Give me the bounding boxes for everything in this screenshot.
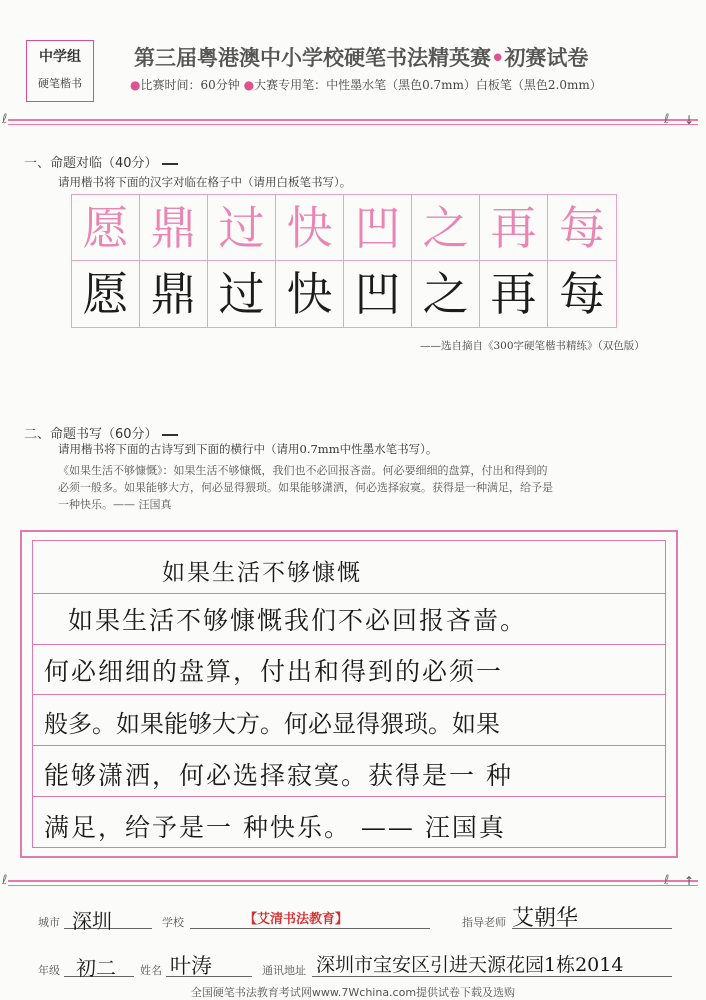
grade-field[interactable]: 初二 bbox=[76, 956, 116, 980]
model-char-cell bbox=[480, 195, 548, 261]
title-tail: 初赛试卷 bbox=[504, 46, 589, 70]
group-badge bbox=[26, 40, 94, 102]
grade-label: 年级 bbox=[38, 964, 60, 977]
divider-top bbox=[8, 119, 698, 125]
model-char: 凹 bbox=[354, 200, 401, 255]
written-char: 快 bbox=[286, 267, 333, 321]
group-name: 中学组 bbox=[39, 49, 81, 65]
written-char: 愿 bbox=[82, 267, 129, 321]
handwritten-line: 满足，给予是一 种快乐。 —— 汪国真 bbox=[44, 813, 506, 842]
school-field[interactable]: 【艾清书法教育】 bbox=[244, 912, 349, 927]
written-char: 再 bbox=[490, 267, 537, 321]
written-char-cell[interactable] bbox=[344, 261, 412, 327]
section2-instruction: 请用楷书将下面的古诗写到下面的横行中（请用0.7mm中性墨水笔书写）。 bbox=[58, 442, 438, 456]
writing-rule bbox=[32, 593, 666, 594]
written-char-cell[interactable] bbox=[548, 261, 616, 327]
scroll-ornament-icon: ℓ bbox=[664, 112, 670, 127]
title-main: 第三届粤港澳中小学校硬笔书法精英赛 bbox=[134, 46, 491, 70]
name-field[interactable]: 叶涛 bbox=[170, 954, 212, 978]
page-title bbox=[134, 42, 588, 72]
model-char: 之 bbox=[422, 200, 469, 255]
written-char: 鼎 bbox=[150, 267, 197, 321]
handwritten-title: 如果生活不够慷慨 bbox=[162, 560, 362, 586]
name-label: 姓名 bbox=[140, 964, 162, 977]
bullet-icon: ● bbox=[243, 78, 255, 92]
contest-info bbox=[130, 76, 602, 93]
address-field[interactable]: 深圳市宝安区引进天源花园1栋2014 bbox=[316, 954, 624, 976]
written-char-cell[interactable] bbox=[140, 261, 208, 327]
tracing-grid bbox=[71, 194, 617, 328]
model-char: 过 bbox=[218, 200, 265, 255]
bullet-icon: ● bbox=[130, 78, 141, 92]
written-char-cell[interactable] bbox=[276, 261, 344, 327]
model-char-cell bbox=[548, 195, 616, 261]
arrow-up-icon: ↑ bbox=[684, 874, 695, 888]
school-label: 学校 bbox=[162, 916, 184, 929]
group-sub: 硬笔楷书 bbox=[38, 77, 82, 90]
model-char: 快 bbox=[286, 200, 333, 255]
model-char-cell bbox=[344, 195, 412, 261]
handwritten-line: 能够潇洒，何必选择寂寞。获得是一 种 bbox=[44, 761, 513, 790]
poem-line: 必须一般多。如果能够大方，何必显得猥琐。如果能够潇洒，何必选择寂寞。获得是一种满足，给予是 bbox=[58, 481, 553, 494]
teacher-label: 指导老师 bbox=[462, 916, 506, 929]
written-char-cell[interactable] bbox=[208, 261, 276, 327]
school-underline bbox=[190, 928, 430, 929]
model-char-cell bbox=[140, 195, 208, 261]
pen-info: 大赛专用笔：中性墨水笔（黑色0.7mm）白板笔（黑色2.0mm） bbox=[254, 78, 602, 92]
time-info: 比赛时间：60分钟 bbox=[140, 78, 240, 92]
poem-line: 《如果生活不够慷慨》：如果生活不够慷慨，我们也不必回报吝啬。何必要细细的盘算，付出和得到的 bbox=[58, 464, 548, 477]
handwritten-line: 何必细细的盘算，付出和得到的必须一 bbox=[44, 657, 504, 686]
section1-instruction: 请用楷书将下面的汉字对临在格子中（请用白板笔书写）。 bbox=[58, 175, 352, 189]
written-char-cell[interactable] bbox=[412, 261, 480, 327]
written-char-cell[interactable] bbox=[480, 261, 548, 327]
writing-rule bbox=[32, 694, 666, 695]
teacher-field[interactable]: 艾朝华 bbox=[512, 906, 579, 931]
divider-bottom bbox=[8, 880, 698, 886]
section2-heading-text: 二、命题书写（60分） bbox=[24, 427, 158, 442]
writing-rule bbox=[32, 796, 666, 797]
written-char: 过 bbox=[218, 267, 265, 321]
heading-bar bbox=[162, 434, 178, 436]
source-citation: ——选自摘自《300字硬笔楷书精练》（双色版） bbox=[420, 340, 645, 352]
footer-note: 全国硬笔书法教育考试网www.7Wchina.com提供试卷下载及选购 bbox=[190, 986, 516, 999]
section1-heading bbox=[24, 152, 178, 171]
handwritten-line: 如果生活不够慷慨我们不必回报吝啬。 bbox=[68, 606, 528, 635]
section2-heading bbox=[24, 423, 178, 442]
city-label: 城市 bbox=[38, 916, 60, 929]
written-char: 凹 bbox=[354, 267, 401, 321]
heading-bar bbox=[162, 163, 178, 165]
arrow-down-icon: ↓ bbox=[684, 113, 695, 127]
scroll-ornament-icon: ℓ bbox=[2, 112, 8, 127]
model-char: 每 bbox=[559, 200, 605, 255]
model-char-cell bbox=[208, 195, 276, 261]
model-char-cell bbox=[72, 195, 140, 261]
city-field[interactable]: 深圳 bbox=[72, 909, 112, 933]
model-char: 鼎 bbox=[150, 200, 197, 255]
writing-rule bbox=[32, 745, 666, 746]
written-char-cell[interactable] bbox=[72, 261, 140, 327]
scroll-ornament-icon: ℓ bbox=[664, 873, 670, 888]
section1-heading-text: 一、命题对临（40分） bbox=[24, 156, 158, 171]
poem-line: 一种快乐。—— 汪国真 bbox=[58, 498, 172, 511]
model-char-cell bbox=[412, 195, 480, 261]
scroll-ornament-icon: ℓ bbox=[2, 873, 8, 888]
title-dot-icon: • bbox=[491, 46, 505, 70]
model-char: 愿 bbox=[82, 200, 129, 255]
written-char: 之 bbox=[422, 267, 469, 321]
handwritten-line: 般多。如果能够大方。何必显得猥琐。如果 bbox=[44, 710, 500, 738]
writing-rule bbox=[32, 644, 666, 645]
address-label: 通讯地址 bbox=[262, 964, 306, 977]
poem-text bbox=[58, 462, 678, 513]
model-char: 再 bbox=[490, 200, 537, 255]
model-char-cell bbox=[276, 195, 344, 261]
written-char: 每 bbox=[559, 267, 605, 321]
